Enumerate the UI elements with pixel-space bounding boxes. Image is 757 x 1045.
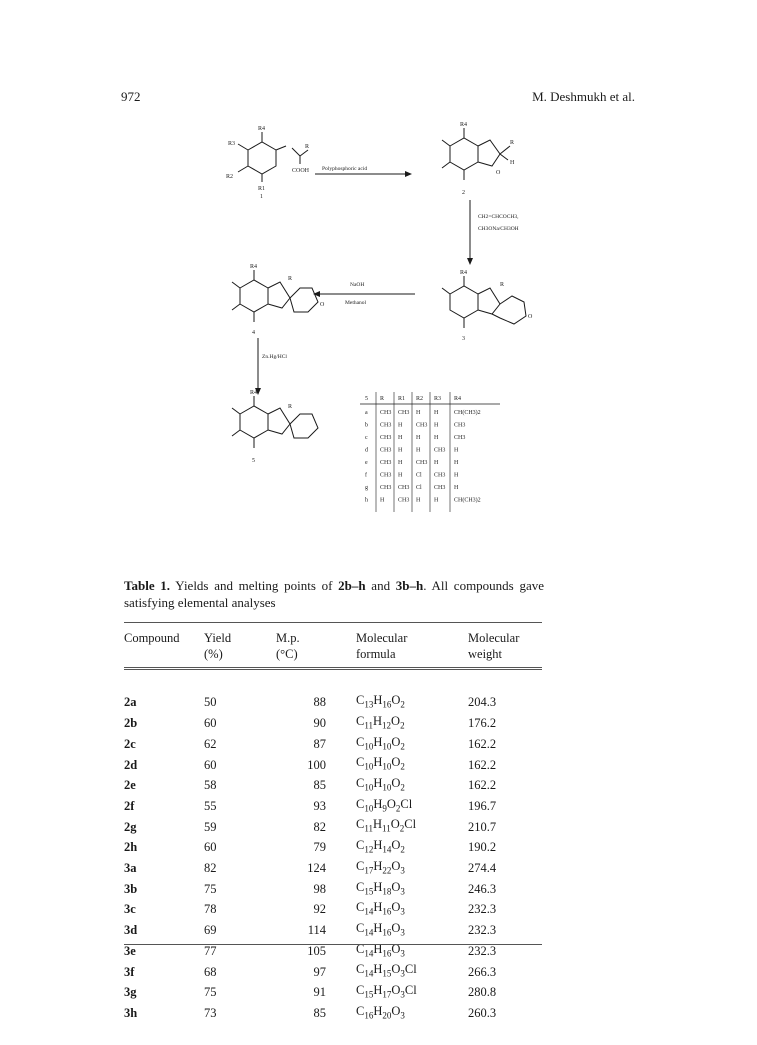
- group-label: R4: [258, 126, 266, 132]
- compound-label-4: 4: [252, 330, 255, 336]
- compound-cell: 3f: [124, 964, 135, 979]
- reagent-3b: Methanol: [345, 300, 367, 306]
- compound-cell: 2h: [124, 840, 138, 855]
- group-label: COOH: [292, 168, 310, 174]
- col-compound: Compound: [124, 631, 180, 645]
- yield-cell: 68: [204, 964, 217, 979]
- yield-cell: 69: [204, 923, 217, 938]
- mp-cell: 93: [313, 798, 326, 813]
- mp-cell: 85: [313, 778, 326, 793]
- subst-cell: CH3: [380, 422, 392, 429]
- compound-cell: 3h: [124, 1005, 138, 1020]
- subst-cell: CH3: [380, 435, 392, 441]
- mp-cell: 114: [307, 923, 326, 938]
- formula-cell: $C_{14}H_{16}O_3$: [356, 920, 405, 938]
- formula-cell: $C_{14}H_{16}O_3$: [356, 941, 405, 959]
- mw-cell: 266.3: [468, 964, 497, 979]
- table-row: [124, 879, 542, 900]
- subst-cell: CH3: [380, 460, 392, 466]
- group-label: R: [305, 144, 310, 150]
- subst-cell: H: [434, 410, 439, 416]
- compound-cell: 3c: [124, 902, 136, 917]
- mp-cell: 105: [307, 943, 326, 958]
- caption-ref-2: 3b–h: [395, 578, 424, 593]
- compound-label-5: 5: [252, 458, 255, 464]
- mp-cell: 85: [313, 1005, 326, 1020]
- subst-cell: d: [365, 447, 368, 454]
- compound-cell: 2f: [124, 798, 135, 813]
- reagent-2b: CH3ONa/CH3OH: [478, 226, 519, 232]
- subst-cell: H: [416, 447, 421, 454]
- mw-cell: 162.2: [468, 778, 497, 793]
- subst-cell: CH3: [434, 472, 446, 479]
- table-row: [124, 961, 542, 982]
- mw-cell: 176.2: [468, 716, 497, 731]
- caption-label: Table 1.: [124, 578, 171, 593]
- mp-cell: 92: [313, 902, 326, 917]
- yield-cell: 75: [204, 985, 217, 1000]
- yields-table: [124, 628, 542, 1023]
- group-label: O: [320, 302, 325, 308]
- yield-cell: 60: [204, 840, 217, 855]
- yield-cell: 73: [204, 1005, 217, 1020]
- subst-cell: Cl: [416, 472, 422, 479]
- table-row: [124, 734, 542, 755]
- yield-cell: 62: [204, 736, 217, 751]
- yield-cell: 55: [204, 798, 217, 813]
- table-row: [124, 1003, 542, 1024]
- mp-cell: 90: [313, 716, 326, 731]
- subst-cell: CH3: [380, 472, 392, 479]
- subst-cell: CH3: [416, 460, 428, 466]
- subst-cell: H: [434, 460, 439, 466]
- compound-cell: 3b: [124, 881, 138, 896]
- compound-label-2: 2: [462, 190, 465, 196]
- compound-cell: 3a: [124, 861, 137, 876]
- yield-cell: 59: [204, 819, 217, 834]
- mw-cell: 260.3: [468, 1005, 497, 1020]
- yield-cell: 82: [204, 861, 217, 876]
- group-label: O: [528, 314, 533, 320]
- table-top-rule: [124, 622, 542, 623]
- subst-header-cell: R2: [416, 396, 424, 402]
- formula-cell: $C_{13}H_{16}O_2$: [356, 693, 405, 710]
- subst-cell: CH3: [454, 422, 466, 429]
- group-label: R: [288, 404, 293, 410]
- subst-cell: f: [365, 472, 367, 479]
- subst-cell: CH3: [398, 497, 410, 504]
- compound-1-ring: [248, 142, 276, 174]
- table-row: [124, 982, 542, 1003]
- mp-cell: 100: [307, 757, 326, 772]
- formula-cell: $C_{11}H_{12}O_2$: [356, 713, 405, 731]
- subst-cell: H: [454, 447, 459, 454]
- subst-cell: CH3: [398, 485, 410, 491]
- compound-cell: 3d: [124, 923, 138, 938]
- group-label: R1: [258, 186, 266, 192]
- subst-cell: H: [398, 447, 403, 454]
- col-mp: M.p. (°C): [276, 631, 300, 661]
- compound-5-ring: [240, 406, 268, 438]
- subst-cell: CH3: [434, 447, 446, 454]
- page-number: 972: [121, 89, 141, 104]
- mw-cell: 210.7: [468, 819, 497, 834]
- compound-4-ring: [240, 280, 268, 312]
- table-row: [124, 796, 542, 817]
- caption-ref-1: 2b–h: [338, 578, 366, 593]
- subst-cell: c: [365, 435, 368, 441]
- reagent-1: Polyphosphoric acid: [322, 166, 368, 172]
- substituent-table: [360, 392, 500, 512]
- group-label: O: [496, 170, 501, 176]
- mw-cell: 280.8: [468, 985, 497, 1000]
- table-row: [124, 858, 542, 879]
- reagent-3a: NaOH: [350, 282, 365, 288]
- subst-header-cell: R3: [434, 396, 442, 402]
- caption-text-2: and: [365, 578, 396, 593]
- group-label: R: [500, 282, 505, 288]
- formula-cell: $C_{17}H_{22}O_3$: [356, 858, 405, 876]
- mp-cell: 87: [313, 736, 326, 751]
- subst-cell: H: [398, 460, 403, 466]
- subst-cell: g: [365, 485, 368, 491]
- table-caption: [124, 577, 544, 611]
- mw-cell: 162.2: [468, 757, 497, 772]
- table-row: [124, 713, 542, 734]
- table-row: [124, 754, 542, 775]
- subst-cell: a: [365, 410, 368, 416]
- group-label: R4: [250, 264, 258, 270]
- subst-header-cell: 5: [365, 396, 368, 402]
- mw-cell: 196.7: [468, 798, 497, 813]
- mp-cell: 124: [307, 861, 326, 876]
- formula-cell: $C_{14}H_{15}O_3Cl$: [356, 962, 417, 979]
- reagent-4: Zn.Hg/HCl: [262, 354, 287, 360]
- group-label: R4: [250, 390, 258, 396]
- compound-cell: 3g: [124, 985, 137, 1000]
- table-row: [124, 692, 542, 713]
- subst-header-cell: R: [380, 396, 385, 402]
- table-row: [124, 775, 542, 796]
- formula-cell: $C_{12}H_{14}O_2$: [356, 838, 405, 855]
- mw-cell: 274.4: [468, 861, 497, 876]
- col-mw: Molecular weight: [468, 631, 520, 661]
- mw-cell: 232.3: [468, 902, 497, 917]
- compound-cell: 2d: [124, 757, 138, 772]
- subst-cell: H: [398, 435, 403, 441]
- formula-cell: $C_{10}H_{10}O_2$: [356, 734, 405, 752]
- subst-cell: CH3: [380, 485, 392, 491]
- caption-text-3: . All compounds gave satisfying elemental analyses: [124, 578, 544, 610]
- subst-cell: h: [365, 497, 368, 504]
- group-label: H: [510, 160, 515, 166]
- mw-cell: 190.2: [468, 840, 497, 855]
- table-row: [124, 920, 542, 941]
- yield-cell: 60: [204, 716, 217, 731]
- mw-cell: 232.3: [468, 923, 497, 938]
- yield-cell: 50: [204, 695, 217, 710]
- mw-cell: 246.3: [468, 881, 497, 896]
- compound-label-3: 3: [462, 336, 465, 342]
- yield-cell: 75: [204, 881, 217, 896]
- caption-text-1: Yields and melting points of: [170, 578, 339, 593]
- compound-cell: 2b: [124, 716, 138, 731]
- subst-cell: H: [434, 435, 439, 441]
- subst-cell: CH3: [416, 422, 428, 429]
- subst-cell: H: [454, 460, 459, 466]
- subst-cell: H: [398, 422, 403, 429]
- subst-cell: Cl: [416, 485, 422, 491]
- formula-cell: $C_{16}H_{20}O_3$: [356, 1003, 405, 1021]
- mp-cell: 82: [313, 819, 326, 834]
- subst-cell: CH3: [434, 485, 446, 491]
- group-label: R: [288, 276, 293, 282]
- yield-cell: 77: [204, 943, 217, 958]
- subst-cell: CH(CH3)2: [454, 410, 481, 416]
- formula-cell: $C_{10}H_{10}O_2$: [356, 755, 405, 772]
- mp-cell: 79: [313, 840, 326, 855]
- mw-cell: 204.3: [468, 695, 497, 710]
- subst-cell: H: [416, 435, 421, 441]
- subst-cell: CH(CH3)2: [454, 497, 481, 504]
- reaction-scheme: [200, 118, 560, 558]
- yield-cell: 78: [204, 902, 217, 917]
- subst-cell: H: [416, 410, 421, 416]
- yield-cell: 58: [204, 778, 217, 793]
- table-row: [124, 899, 542, 920]
- subst-cell: H: [434, 497, 439, 504]
- formula-cell: $C_{15}H_{18}O_3$: [356, 879, 405, 897]
- compound-label-1: 1: [260, 194, 263, 200]
- subst-cell: H: [454, 472, 459, 479]
- subst-cell: CH3: [380, 410, 392, 416]
- formula-cell: $C_{11}H_{11}O_2Cl$: [356, 817, 417, 834]
- subst-cell: b: [365, 422, 368, 429]
- mp-cell: 88: [313, 695, 326, 710]
- group-label: R4: [460, 122, 468, 128]
- mp-cell: 97: [313, 964, 326, 979]
- yield-cell: 60: [204, 757, 217, 772]
- subst-cell: H: [416, 497, 421, 504]
- running-header-authors: M. Deshmukh et al.: [532, 89, 635, 104]
- formula-cell: $C_{14}H_{16}O_3$: [356, 900, 405, 917]
- group-label: R2: [226, 174, 234, 180]
- reagent-2a: CH2=CHCOCH3,: [478, 214, 519, 220]
- table-row: [124, 816, 542, 837]
- group-label: R: [510, 140, 515, 146]
- table-bottom-rule: [124, 944, 542, 945]
- col-formula: Molecular formula: [356, 631, 408, 661]
- col-yield: Yield (%): [204, 631, 232, 661]
- table-body: [124, 692, 542, 1023]
- arrow-2-head: [467, 258, 473, 265]
- table-row: [124, 837, 542, 858]
- formula-cell: $C_{15}H_{17}O_3Cl$: [356, 983, 417, 1000]
- subst-cell: H: [380, 497, 385, 504]
- subst-cell: CH3: [398, 410, 410, 416]
- compound-cell: 3e: [124, 943, 136, 958]
- compound-cell: 2g: [124, 819, 137, 834]
- compound-cell: 2a: [124, 695, 137, 710]
- subst-cell: CH3: [454, 435, 466, 441]
- compound-cell: 2e: [124, 778, 136, 793]
- mp-cell: 98: [313, 881, 326, 896]
- table-header-row: [124, 628, 542, 676]
- mw-cell: 232.3: [468, 943, 497, 958]
- mp-cell: 91: [313, 985, 326, 1000]
- subst-cell: H: [434, 422, 439, 429]
- subst-cell: e: [365, 460, 368, 466]
- group-label: R4: [460, 270, 468, 276]
- arrow-1-head: [405, 171, 412, 177]
- subst-cell: H: [454, 485, 459, 491]
- subst-cell: H: [398, 472, 403, 479]
- compound-3-ring: [450, 286, 478, 318]
- compound-2-ring: [450, 138, 478, 170]
- mw-cell: 162.2: [468, 736, 497, 751]
- subst-header-cell: R4: [454, 396, 462, 402]
- compound-cell: 2c: [124, 736, 136, 751]
- formula-cell: $C_{10}H_9O_2Cl$: [356, 796, 413, 814]
- group-label: R3: [228, 141, 236, 147]
- formula-cell: $C_{10}H_{10}O_2$: [356, 776, 405, 793]
- subst-header-cell: R1: [398, 396, 406, 402]
- subst-cell: CH3: [380, 447, 392, 454]
